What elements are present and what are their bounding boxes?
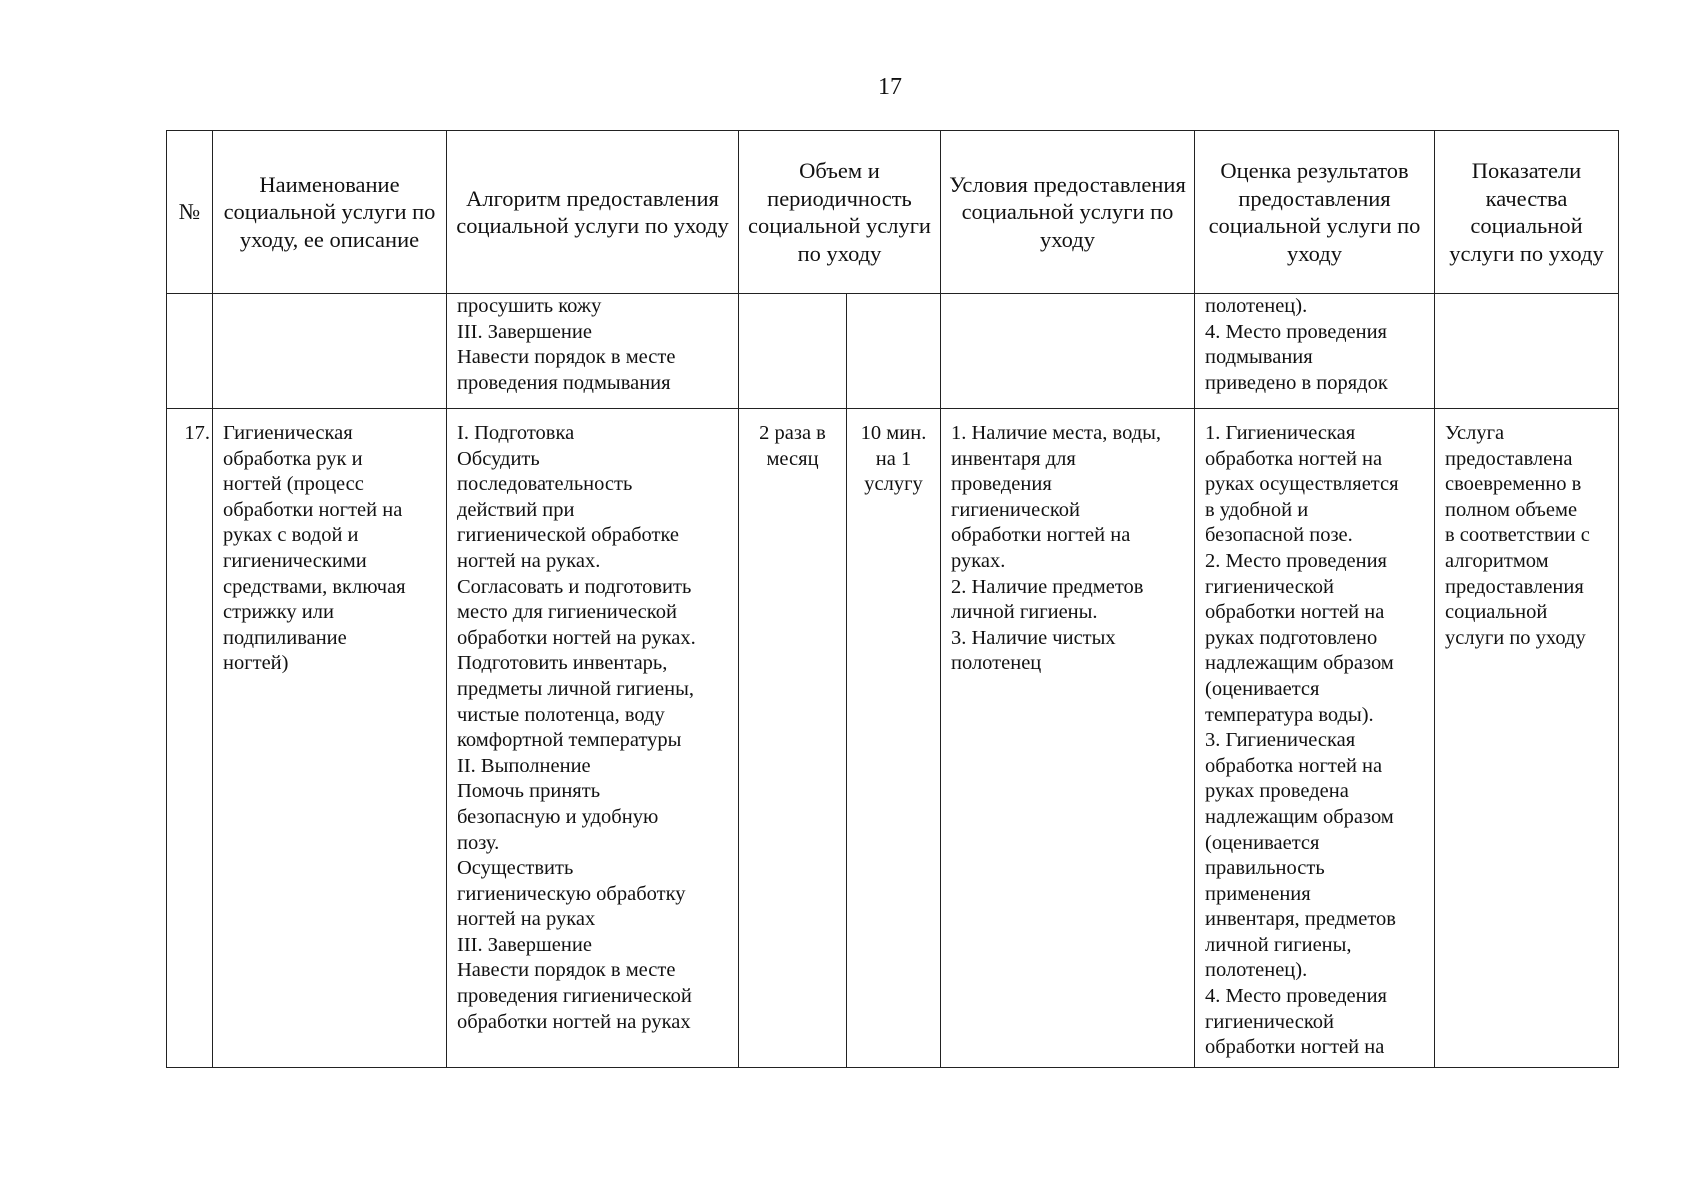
text-line: Согласовать и подготовить: [457, 575, 692, 598]
table-row-17: [167, 409, 1619, 1068]
volume-cell: [739, 409, 847, 1068]
text-line: III. Завершение: [457, 320, 592, 343]
text-line: гигиенической: [1205, 1010, 1334, 1033]
text-line: 4. Место проведения: [1205, 985, 1387, 1008]
text-line: обработки ногтей на: [1205, 1036, 1385, 1059]
text-line: безопасной позе.: [1205, 524, 1353, 547]
text-line: применения: [1205, 882, 1311, 905]
text-line: обработки ногтей на руках.: [457, 626, 696, 649]
text-line: ногтей): [223, 652, 289, 675]
text-line: гигиенической: [951, 498, 1080, 521]
header-evaluation: Оценка результатов предоставления социальной услуги по уходу: [1195, 131, 1435, 294]
text-line: услуги по уходу: [1445, 626, 1586, 649]
text-line: обработки ногтей на: [223, 498, 403, 521]
evaluation-cell: [1195, 409, 1435, 1068]
cont-name-cell: [213, 294, 447, 409]
cont-period-cell: [847, 294, 941, 409]
quality-cell: [1435, 409, 1619, 1068]
text-line: 1. Гигиеническая: [1205, 422, 1356, 444]
service-name-cell: [213, 409, 447, 1068]
text-line: проведения: [951, 473, 1052, 496]
text-line: 10 мин.: [860, 422, 927, 444]
text-line: обработки ногтей на: [951, 524, 1131, 547]
text-line: Навести порядок в месте: [457, 959, 676, 982]
text-line: алгоритмом: [1445, 549, 1549, 572]
text-line: (оценивается: [1205, 831, 1320, 854]
conditions-cell: [941, 409, 1195, 1068]
cont-algorithm-cell: [447, 294, 739, 409]
text-line: 2. Наличие предметов: [951, 575, 1144, 598]
text-line: 3. Гигиеническая: [1205, 729, 1356, 752]
text-line: 1. Наличие места, воды,: [951, 422, 1162, 444]
text-line: предоставления: [1445, 575, 1584, 598]
header-volume: Объем и периодичность социальной услуги по уходу: [739, 131, 941, 294]
cont-quality-cell: [1435, 294, 1619, 409]
text-line: II. Выполнение: [457, 754, 591, 777]
text-line: правильность: [1205, 857, 1325, 880]
text-line: полотенец).: [1205, 959, 1308, 982]
text-line: 3. Наличие чистых: [951, 626, 1116, 649]
text-line: надлежащим образом: [1205, 652, 1394, 675]
text-line: просушить кожу: [457, 295, 602, 317]
text-line: III. Завершение: [457, 933, 592, 956]
header-name: Наименование социальной услуги по уходу, ее описание: [213, 131, 447, 294]
text-line: инвентаря, предметов: [1205, 908, 1396, 931]
text-line: полотенец: [951, 652, 1042, 675]
text-line: подмывания: [1205, 346, 1313, 369]
text-line: социальной: [1445, 601, 1548, 624]
text-line: приведено в порядок: [1205, 371, 1388, 394]
text-line: обработки ногтей на руках: [457, 1010, 691, 1033]
text-line: своевременно в: [1445, 473, 1582, 496]
text-line: обработка ногтей на: [1205, 447, 1383, 470]
text-line: Гигиеническая: [223, 422, 353, 444]
text-line: последовательность: [457, 473, 633, 496]
text-line: обработки ногтей на: [1205, 601, 1385, 624]
text-line: услугу: [864, 473, 923, 496]
text-line: полном объеме: [1445, 498, 1578, 521]
text-line: стрижку или: [223, 601, 334, 624]
text-line: Услуга: [1445, 422, 1505, 444]
table-header-row: [167, 131, 1619, 294]
text-line: личной гигиены.: [951, 601, 1098, 624]
text-line: предметы личной гигиены,: [457, 677, 694, 700]
text-line: ногтей на руках: [457, 908, 596, 931]
text-line: обработка ногтей на: [1205, 754, 1383, 777]
text-line: полотенец).: [1205, 295, 1308, 317]
text-line: средствами, включая: [223, 575, 406, 598]
cont-conditions-cell: [941, 294, 1195, 409]
text-line: месяц: [766, 447, 819, 470]
header-algorithm: Алгоритм предоставления социальной услуги по уходу: [447, 131, 739, 294]
header-quality: Показатели качества социальной услуги по уходу: [1435, 131, 1619, 294]
text-line: I. Подготовка: [457, 422, 575, 444]
text-line: проведения гигиенической: [457, 985, 692, 1008]
text-line: руках осуществляется: [1205, 473, 1399, 496]
header-num: №: [167, 131, 213, 294]
text-line: проведения подмывания: [457, 371, 671, 394]
cont-num-cell: [167, 294, 213, 409]
cont-volume-cell: [739, 294, 847, 409]
services-table: [166, 130, 1619, 1068]
text-line: место для гигиенической: [457, 601, 677, 624]
text-line: обработка рук и: [223, 447, 363, 470]
text-line: Подготовить инвентарь,: [457, 652, 668, 675]
text-line: Осуществить: [457, 857, 574, 880]
text-line: 4. Место проведения: [1205, 320, 1387, 343]
algorithm-cell: [447, 409, 739, 1068]
text-line: ногтей (процесс: [223, 473, 364, 496]
text-line: ногтей на руках.: [457, 549, 601, 572]
text-line: гигиеническими: [223, 549, 367, 572]
text-line: комфортной температуры: [457, 729, 682, 752]
row-number: 17.: [167, 409, 213, 1068]
page-number: 17: [878, 74, 902, 100]
cont-evaluation-cell: [1195, 294, 1435, 409]
text-line: на 1: [875, 447, 912, 470]
text-line: в соответствии с: [1445, 524, 1590, 547]
text-line: предоставлена: [1445, 447, 1573, 470]
text-line: в удобной и: [1205, 498, 1309, 521]
text-line: подпиливание: [223, 626, 347, 649]
text-line: Навести порядок в месте: [457, 346, 676, 369]
text-line: Помочь принять: [457, 780, 601, 803]
text-line: надлежащим образом: [1205, 805, 1394, 828]
text-line: действий при: [457, 498, 575, 521]
table-row-continuation: [167, 294, 1619, 409]
text-line: гигиенической: [1205, 575, 1334, 598]
text-line: 2. Место проведения: [1205, 549, 1387, 572]
text-line: личной гигиены,: [1205, 933, 1352, 956]
period-cell: [847, 409, 941, 1068]
text-line: гигиеническую обработку: [457, 882, 686, 905]
text-line: позу.: [457, 831, 500, 854]
text-line: руках с водой и: [223, 524, 359, 547]
text-line: Обсудить: [457, 447, 540, 470]
text-line: 2 раза в: [759, 422, 826, 444]
text-line: руках проведена: [1205, 780, 1349, 803]
text-line: руках подготовлено: [1205, 626, 1378, 649]
text-line: чистые полотенца, воду: [457, 703, 665, 726]
text-line: инвентаря для: [951, 447, 1076, 470]
header-conditions: Условия предоставления социальной услуги по уходу: [941, 131, 1195, 294]
text-line: безопасную и удобную: [457, 805, 659, 828]
text-line: температура воды).: [1205, 703, 1374, 726]
text-line: руках.: [951, 549, 1006, 572]
text-line: гигиенической обработке: [457, 524, 680, 547]
text-line: (оценивается: [1205, 677, 1320, 700]
